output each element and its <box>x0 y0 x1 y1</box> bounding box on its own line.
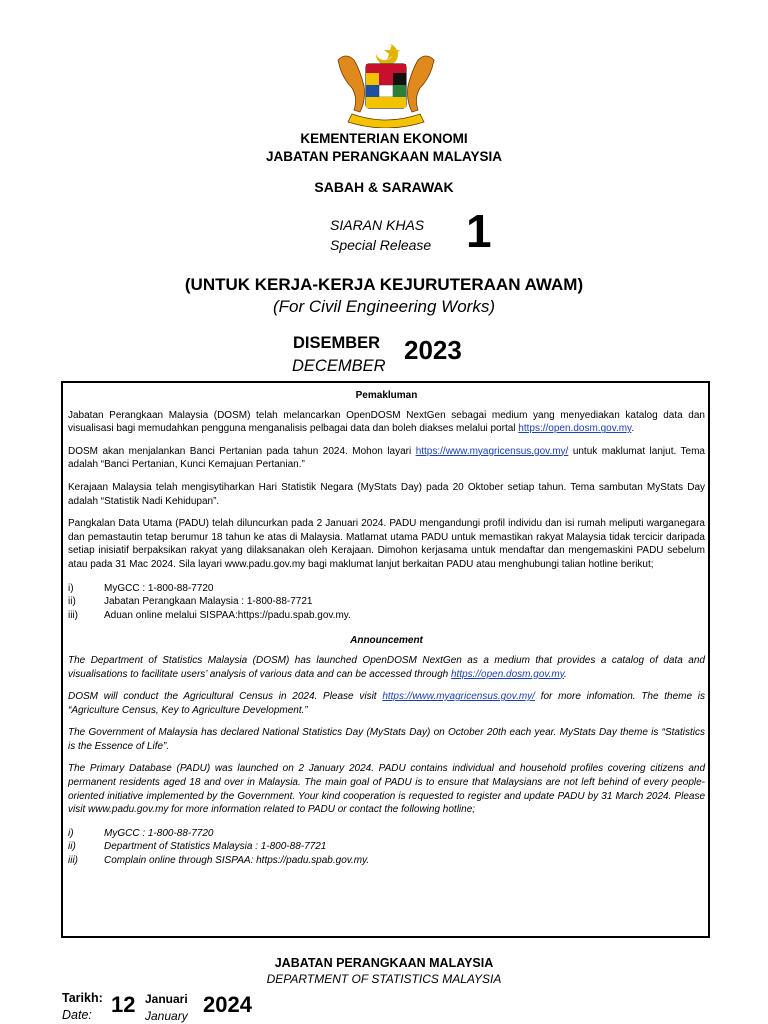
date-month-my: Januari <box>145 992 188 1006</box>
date-label-en: Date: <box>62 1008 92 1022</box>
title-my: (UNTUK KERJA-KERJA KEJURUTERAAN AWAM) <box>184 275 584 294</box>
notice-paragraphs-my <box>68 409 705 572</box>
hotline-item <box>68 840 705 854</box>
hotline-list-en <box>68 827 705 868</box>
footer-org-en: DEPARTMENT OF STATISTICS MALAYSIA <box>266 972 502 986</box>
hotline-text: MyGCC : 1-800-88-7720 <box>104 827 214 839</box>
ministry-name: KEMENTERIAN EKONOMI <box>300 131 468 146</box>
notice-box <box>61 381 710 938</box>
tiger-right-icon <box>408 56 435 112</box>
hotline-number: i) <box>68 827 74 839</box>
notice-paragraph <box>68 481 705 508</box>
date-month-en: January <box>145 1009 188 1023</box>
release-label-my: SIARAN KHAS <box>330 217 425 233</box>
notice-paragraph <box>68 517 705 571</box>
tiger-left-icon <box>338 56 365 112</box>
hotline-text: Jabatan Perangkaan Malaysia : 1-800-88-7721 <box>104 596 313 608</box>
paragraph-text-after: . <box>631 423 635 435</box>
month-my: DISEMBER <box>293 334 381 352</box>
website-link[interactable]: https://www.myagricensus.gov.my/ <box>415 445 569 457</box>
notice-paragraph <box>68 654 705 681</box>
release-label-en: Special Release <box>330 237 432 253</box>
month-en: DECEMBER <box>292 357 386 375</box>
hotline-item <box>68 595 705 609</box>
title-en: (For Civil Engineering Works) <box>273 297 495 316</box>
release-label <box>330 215 431 255</box>
hotline-list-my <box>68 582 705 623</box>
notice-paragraph <box>68 690 705 717</box>
region-label: SABAH & SARAWAK <box>314 179 454 195</box>
paragraph-text: Jabatan Perangkaan Malaysia (DOSM) telah melancarkan OpenDOSM NextGen sebagai medium yang menyediakan katalog data dan visualisasi bagi memudahkan pengguna menganalisis pelbagai data dan boleh diakses melalui portal <box>68 409 705 435</box>
notice-paragraph <box>68 409 705 436</box>
notice-paragraphs-en <box>68 654 705 817</box>
paragraph-text-after: untuk maklumat lanjut. Tema adalah “Banci Pertanian, Kunci Kemajuan Pertanian.” <box>68 445 705 471</box>
notice-paragraph <box>68 762 705 816</box>
year: 2023 <box>404 335 462 365</box>
coat-of-arms-emblem <box>330 40 442 128</box>
website-link[interactable]: https://open.dosm.gov.my <box>451 668 565 680</box>
notice-heading-my: Pemakluman <box>355 390 418 401</box>
date-year: 2024 <box>203 992 252 1017</box>
hotline-number: iii) <box>68 609 78 621</box>
date-day: 12 <box>111 992 136 1017</box>
paragraph-text: The Primary Database (PADU) was launched on 2 January 2024. PADU contains individual and household profiles covering citizens and permanent residents aged 18 and over in Malaysia. The main goal of PADU is to ensure that Malaysians are not left behind of every people-oriented initiative implemented by the Government. Your kind cooperation is requested to register and update PADU by 31 March 2024. Please visit www.padu.gov.my for more information related to PADU or contact the following hotline; <box>68 763 705 816</box>
footer-org-my: JABATAN PERANGKAAN MALAYSIA <box>274 956 494 970</box>
notice-paragraph <box>68 445 705 472</box>
hotline-item <box>68 827 705 841</box>
website-link[interactable]: https://www.myagricensus.gov.my/ <box>382 691 535 703</box>
hotline-item <box>68 609 705 623</box>
paragraph-text: Kerajaan Malaysia telah mengisytiharkan Hari Statistik Negara (MyStats Day) pada 20 Oktober setiap tahun. Tema sambutan MyStats Day adalah “Statistik Nadi Kehidupan”. <box>68 481 705 507</box>
paragraph-text: Pangkalan Data Utama (PADU) telah diluncurkan pada 2 Januari 2024. PADU mengandungi profil individu dan isi rumah meliputi warganegara dan pemastautin tetap berumur 18 tahun ke atas di Malaysia. Matlamat utama PADU untuk memastikan rakyat Malaysia tidak tercicir daripada setiap inisiatif berpaksikan rakyat yang dilaksanakan oleh Kerajaan. Dimohon kerjasama untuk mendaftar dan mengemaskini PADU sebelum atau pada 31 Mac 2024. Sila layari www.padu.gov.my bagi maklumat lanjut berkaitan PADU atau menghubungi talian hotline berikut; <box>68 518 705 570</box>
hotline-number: iii) <box>68 855 78 867</box>
hotline-text: Department of Statistics Malaysia : 1-800-88-7721 <box>104 841 327 853</box>
paragraph-text: DOSM akan menjalankan Banci Pertanian pada tahun 2024. Mohon layari <box>68 445 416 457</box>
paragraph-text: The Government of Malaysia has declared National Statistics Day (MyStats Day) on October 20th each year. MyStats Day theme is “Statistics is the Essence of Life”. <box>68 727 705 752</box>
hotline-number: ii) <box>68 841 76 853</box>
hotline-number: i) <box>68 582 74 594</box>
hotline-text: MyGCC : 1-800-88-7720 <box>104 582 214 594</box>
date-label-my: Tarikh: <box>62 991 103 1005</box>
paragraph-text-after: . <box>564 668 567 680</box>
notice-heading-en: Announcement <box>350 635 423 647</box>
hotline-item <box>68 854 705 868</box>
paragraph-text-after: for more infomation. The theme is “Agriculture Census, Key to Agriculture Development.” <box>68 691 705 716</box>
paragraph-text: DOSM will conduct the Agricultural Census in 2024. Please visit <box>68 691 383 703</box>
hotline-text: Complain online through SISPAA: https://padu.spab.gov.my. <box>104 855 370 867</box>
department-name: JABATAN PERANGKAAN MALAYSIA <box>265 149 502 164</box>
ribbon-icon <box>348 114 424 128</box>
paragraph-text: The Department of Statistics Malaysia (DOSM) has launched OpenDOSM NextGen as a medium that provides a catalog of data and visualisations to facilitate users’ analysis of various data and can be accessed through <box>68 654 705 680</box>
notice-paragraph <box>68 726 705 753</box>
hotline-number: ii) <box>68 596 76 608</box>
release-number: 1 <box>466 205 492 257</box>
hotline-text: Aduan online melalui SISPAA:https://padu.spab.gov.my. <box>104 609 351 621</box>
website-link[interactable]: https://open.dosm.gov.my <box>518 423 632 435</box>
hotline-item <box>68 582 705 596</box>
